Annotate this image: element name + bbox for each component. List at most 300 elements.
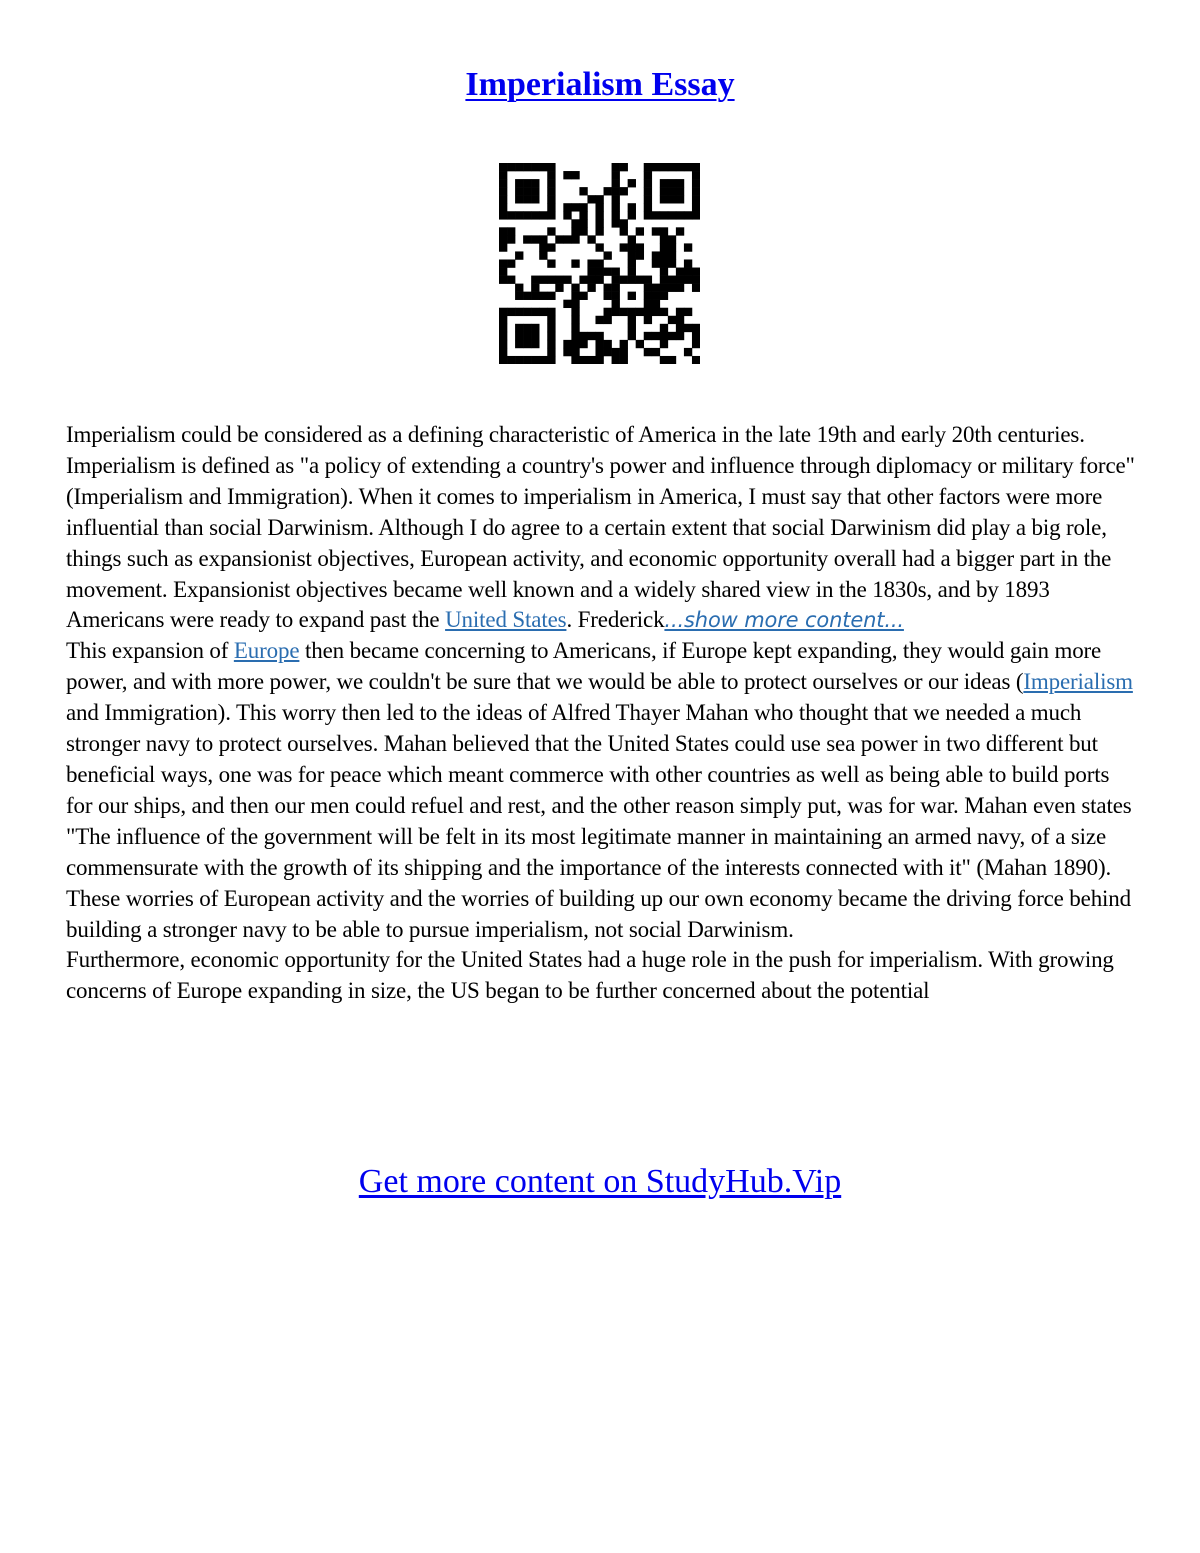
qr-module bbox=[499, 276, 507, 284]
qr-module bbox=[571, 219, 579, 227]
qr-module bbox=[628, 235, 636, 243]
qr-module bbox=[547, 356, 555, 364]
qr-module bbox=[676, 276, 684, 284]
qr-module bbox=[644, 203, 652, 211]
qr-module bbox=[563, 340, 571, 348]
qr-module bbox=[515, 324, 523, 332]
qr-module bbox=[652, 308, 660, 316]
qr-module bbox=[507, 356, 515, 364]
qr-module bbox=[604, 268, 612, 276]
qr-module bbox=[676, 195, 684, 203]
qr-module bbox=[620, 187, 628, 195]
qr-module bbox=[684, 324, 692, 332]
link-imperialism[interactable]: Imperialism bbox=[1023, 669, 1133, 695]
qr-module bbox=[692, 332, 700, 340]
qr-module bbox=[515, 308, 523, 316]
qr-module bbox=[660, 235, 668, 243]
qr-module bbox=[595, 356, 603, 364]
qr-module bbox=[531, 308, 539, 316]
qr-module bbox=[684, 276, 692, 284]
qr-module bbox=[587, 235, 595, 243]
qr-module bbox=[628, 292, 636, 300]
qr-module bbox=[660, 227, 668, 235]
qr-module bbox=[515, 356, 523, 364]
qr-module bbox=[644, 163, 652, 171]
qr-module bbox=[587, 332, 595, 340]
qr-module bbox=[668, 195, 676, 203]
qr-module bbox=[595, 268, 603, 276]
qr-module bbox=[612, 276, 620, 284]
qr-module bbox=[652, 251, 660, 259]
qr-module bbox=[523, 235, 531, 243]
qr-module bbox=[660, 356, 668, 364]
qr-module bbox=[595, 340, 603, 348]
qr-module bbox=[547, 227, 555, 235]
qr-module bbox=[628, 179, 636, 187]
qr-module bbox=[579, 227, 587, 235]
qr-module bbox=[636, 308, 644, 316]
qr-module bbox=[684, 243, 692, 251]
qr-module bbox=[531, 163, 539, 171]
qr-module bbox=[571, 356, 579, 364]
qr-module bbox=[571, 348, 579, 356]
qr-module bbox=[587, 268, 595, 276]
qr-module bbox=[587, 356, 595, 364]
qr-module bbox=[684, 308, 692, 316]
qr-module bbox=[660, 211, 668, 219]
qr-module bbox=[604, 251, 612, 259]
qr-module bbox=[595, 203, 603, 211]
qr-module bbox=[555, 284, 563, 292]
qr-module bbox=[604, 348, 612, 356]
qr-module bbox=[692, 268, 700, 276]
qr-module bbox=[547, 276, 555, 284]
qr-module bbox=[571, 324, 579, 332]
qr-module bbox=[547, 332, 555, 340]
qr-module bbox=[644, 179, 652, 187]
qr-module bbox=[660, 276, 668, 284]
qr-module bbox=[612, 356, 620, 364]
qr-module bbox=[620, 340, 628, 348]
qr-module bbox=[628, 243, 636, 251]
qr-module bbox=[499, 268, 507, 276]
qr-module bbox=[644, 171, 652, 179]
show-more-link[interactable]: ...show more content... bbox=[664, 608, 904, 633]
qr-module bbox=[499, 332, 507, 340]
title-container bbox=[0, 66, 1200, 104]
qr-module bbox=[579, 292, 587, 300]
qr-module bbox=[644, 211, 652, 219]
qr-module bbox=[563, 171, 571, 179]
qr-module bbox=[531, 211, 539, 219]
qr-module bbox=[587, 276, 595, 284]
qr-module bbox=[539, 243, 547, 251]
qr-module bbox=[595, 332, 603, 340]
qr-module bbox=[644, 316, 652, 324]
qr-module bbox=[539, 276, 547, 284]
qr-module bbox=[531, 187, 539, 195]
qr-module bbox=[660, 324, 668, 332]
qr-module bbox=[547, 340, 555, 348]
qr-module bbox=[604, 316, 612, 324]
qr-module bbox=[539, 356, 547, 364]
qr-module bbox=[515, 251, 523, 259]
qr-module bbox=[620, 348, 628, 356]
qr-module bbox=[604, 284, 612, 292]
qr-module bbox=[676, 284, 684, 292]
qr-module bbox=[547, 171, 555, 179]
qr-module bbox=[612, 219, 620, 227]
qr-module bbox=[547, 187, 555, 195]
qr-module bbox=[515, 179, 523, 187]
qr-module bbox=[668, 235, 676, 243]
qr-module bbox=[676, 324, 684, 332]
qr-module bbox=[571, 332, 579, 340]
qr-module bbox=[595, 211, 603, 219]
get-more-content-link[interactable]: Get more content on StudyHub.Vip bbox=[358, 1163, 842, 1200]
qr-module bbox=[644, 308, 652, 316]
qr-module bbox=[531, 235, 539, 243]
qr-module bbox=[612, 195, 620, 203]
qr-module bbox=[571, 300, 579, 308]
qr-module bbox=[555, 276, 563, 284]
qr-module bbox=[660, 268, 668, 276]
qr-module bbox=[660, 195, 668, 203]
paragraph-2-text-c: and Immigration). This worry then led to the ideas of Alfred Thayer Mahan who thought that we needed a much stronger navy to protect ourselves. Mahan believed that the United States could use sea power in two different but beneficial ways, one was for peace which meant commerce with other countries as well as being able to build ports for our ships, and then our men could refuel and rest, and the other reason simply put, was for war. Mahan even states "The influence of the government will be felt in its most legitimate manner in maintaining an armed navy, of a size commensurate with the growth of its shipping and the importance of the interests connected with it" (Mahan 1890). These worries of European activity and the worries of building up our own economy became the driving force behind building a stronger navy to be able to pursue imperialism, not social Darwinism. bbox=[66, 700, 1132, 942]
footer-container bbox=[0, 1163, 1200, 1201]
qr-module bbox=[604, 292, 612, 300]
qr-module bbox=[692, 187, 700, 195]
qr-module bbox=[620, 163, 628, 171]
paragraph-1-text-a: Imperialism could be considered as a defining characteristic of America in the late 19th and early 20th centuries. Imperialism is defined as "a policy of extending a country's power and influence through diplomacy or military force" (Imperialism and Immigration). When it comes to imperialism in America, I must say that other factors were more influential than social Darwinism. Although I do agree to a certain extent that social Darwinism did play a big role, things such as expansionist objectives, European activity, and economic opportunity overall had a bigger part in the movement. Expansionist objectives became well known and a widely shared view in the 1830s, and by 1893 Americans were ready to expand past the bbox=[66, 422, 1135, 633]
qr-module bbox=[620, 219, 628, 227]
qr-module bbox=[595, 316, 603, 324]
qr-module bbox=[587, 284, 595, 292]
qr-module bbox=[547, 179, 555, 187]
qr-module bbox=[628, 203, 636, 211]
qr-module bbox=[652, 163, 660, 171]
qr-module bbox=[636, 276, 644, 284]
qr-module bbox=[660, 163, 668, 171]
qr-module bbox=[499, 227, 507, 235]
qr-module bbox=[692, 203, 700, 211]
qr-module bbox=[692, 179, 700, 187]
qr-module bbox=[652, 211, 660, 219]
qr-module bbox=[660, 251, 668, 259]
qr-module bbox=[555, 235, 563, 243]
qr-module bbox=[684, 268, 692, 276]
qr-module bbox=[612, 171, 620, 179]
qr-module bbox=[604, 187, 612, 195]
qr-module bbox=[692, 284, 700, 292]
paragraph-2-text-b: then became concerning to Americans, if Europe kept expanding, they would gain more power, and with more power, we couldn't be sure that we would be able to protect ourselves or our ideas ( bbox=[66, 638, 1102, 695]
qr-module bbox=[499, 324, 507, 332]
qr-module bbox=[499, 243, 507, 251]
qr-module bbox=[547, 259, 555, 267]
qr-module bbox=[515, 195, 523, 203]
qr-module bbox=[523, 356, 531, 364]
qr-module bbox=[563, 203, 571, 211]
qr-module bbox=[612, 284, 620, 292]
qr-module bbox=[692, 340, 700, 348]
qr-module bbox=[636, 227, 644, 235]
qr-module bbox=[676, 227, 684, 235]
qr-module bbox=[644, 332, 652, 340]
qr-module bbox=[668, 163, 676, 171]
qr-module bbox=[644, 348, 652, 356]
qr-module bbox=[660, 179, 668, 187]
qr-module bbox=[660, 243, 668, 251]
qr-code-graphic bbox=[499, 163, 700, 364]
qr-module bbox=[628, 268, 636, 276]
qr-module bbox=[652, 227, 660, 235]
qr-module bbox=[660, 332, 668, 340]
qr-module bbox=[499, 316, 507, 324]
qr-module bbox=[563, 348, 571, 356]
qr-module bbox=[499, 187, 507, 195]
qr-module bbox=[684, 348, 692, 356]
qr-module bbox=[547, 308, 555, 316]
qr-module bbox=[507, 211, 515, 219]
qr-module bbox=[523, 179, 531, 187]
paragraph-2 bbox=[66, 636, 1141, 945]
qr-module bbox=[595, 243, 603, 251]
qr-module bbox=[547, 324, 555, 332]
qr-module bbox=[579, 219, 587, 227]
qr-module bbox=[692, 276, 700, 284]
qr-module bbox=[571, 340, 579, 348]
page-title-link[interactable]: Imperialism Essay bbox=[465, 66, 735, 103]
qr-module bbox=[660, 187, 668, 195]
qr-module bbox=[507, 308, 515, 316]
qr-module bbox=[644, 300, 652, 308]
qr-module bbox=[523, 187, 531, 195]
qr-module bbox=[571, 259, 579, 267]
qr-module bbox=[628, 251, 636, 259]
qr-module bbox=[499, 163, 507, 171]
qr-module bbox=[644, 292, 652, 300]
qr-module bbox=[692, 356, 700, 364]
paragraph-3-text: Furthermore, economic opportunity for the United States had a huge role in the push for imperialism. With growing concerns of Europe expanding in size, the US began to be further concerned about the potential bbox=[66, 947, 1114, 1004]
qr-module bbox=[547, 163, 555, 171]
qr-module bbox=[668, 316, 676, 324]
qr-module bbox=[531, 332, 539, 340]
qr-module bbox=[660, 259, 668, 267]
qr-module bbox=[595, 227, 603, 235]
qr-module bbox=[523, 308, 531, 316]
qr-module bbox=[571, 227, 579, 235]
qr-module bbox=[547, 203, 555, 211]
essay-body bbox=[66, 420, 1141, 1007]
qr-module bbox=[692, 163, 700, 171]
qr-module bbox=[499, 179, 507, 187]
qr-module bbox=[676, 163, 684, 171]
qr-module bbox=[660, 284, 668, 292]
qr-module bbox=[515, 332, 523, 340]
qr-module bbox=[692, 195, 700, 203]
qr-module bbox=[676, 316, 684, 324]
qr-module bbox=[612, 268, 620, 276]
qr-module bbox=[579, 211, 587, 219]
qr-module bbox=[539, 308, 547, 316]
qr-module bbox=[523, 211, 531, 219]
qr-module bbox=[595, 276, 603, 284]
qr-module bbox=[579, 276, 587, 284]
qr-module bbox=[531, 340, 539, 348]
qr-module bbox=[652, 259, 660, 267]
qr-module bbox=[620, 356, 628, 364]
qr-module bbox=[499, 211, 507, 219]
qr-module bbox=[628, 308, 636, 316]
qr-module bbox=[668, 187, 676, 195]
qr-module bbox=[684, 163, 692, 171]
qr-module bbox=[499, 235, 507, 243]
qr-module bbox=[571, 308, 579, 316]
qr-module bbox=[628, 332, 636, 340]
qr-module bbox=[579, 332, 587, 340]
qr-module bbox=[684, 259, 692, 267]
qr-module bbox=[620, 276, 628, 284]
qr-module bbox=[579, 340, 587, 348]
qr-module bbox=[547, 195, 555, 203]
qr-module bbox=[692, 171, 700, 179]
qr-module bbox=[612, 187, 620, 195]
qr-module bbox=[531, 356, 539, 364]
qr-module bbox=[668, 211, 676, 219]
paragraph-1-text-b: . Frederick bbox=[566, 607, 665, 633]
qr-module bbox=[571, 171, 579, 179]
qr-module bbox=[628, 211, 636, 219]
qr-module bbox=[547, 211, 555, 219]
qr-module bbox=[628, 259, 636, 267]
qr-module bbox=[652, 292, 660, 300]
qr-module bbox=[612, 348, 620, 356]
qr-module bbox=[507, 259, 515, 267]
qr-module bbox=[668, 251, 676, 259]
qr-module bbox=[571, 284, 579, 292]
link-united-states[interactable]: United States bbox=[445, 607, 567, 633]
qr-module bbox=[636, 251, 644, 259]
qr-module bbox=[668, 259, 676, 267]
qr-module bbox=[668, 356, 676, 364]
qr-module bbox=[547, 292, 555, 300]
qr-module bbox=[571, 316, 579, 324]
qr-module bbox=[604, 308, 612, 316]
qr-module bbox=[692, 324, 700, 332]
paragraph-2-text-a: This expansion of bbox=[66, 638, 234, 664]
qr-module bbox=[612, 308, 620, 316]
qr-module bbox=[563, 300, 571, 308]
qr-module bbox=[660, 292, 668, 300]
qr-module bbox=[612, 300, 620, 308]
qr-module bbox=[652, 284, 660, 292]
qr-module bbox=[587, 259, 595, 267]
qr-module bbox=[612, 203, 620, 211]
qr-module bbox=[676, 179, 684, 187]
qr-module bbox=[636, 243, 644, 251]
qr-module bbox=[571, 235, 579, 243]
qr-module bbox=[612, 211, 620, 219]
qr-module bbox=[676, 187, 684, 195]
qr-module bbox=[644, 276, 652, 284]
qr-module bbox=[676, 332, 684, 340]
qr-module bbox=[507, 163, 515, 171]
qr-module bbox=[523, 163, 531, 171]
qr-module bbox=[595, 219, 603, 227]
qr-module bbox=[531, 276, 539, 284]
qr-module bbox=[499, 259, 507, 267]
qr-module bbox=[595, 348, 603, 356]
qr-module bbox=[499, 203, 507, 211]
qr-module bbox=[668, 276, 676, 284]
qr-module bbox=[563, 276, 571, 284]
qr-module bbox=[620, 243, 628, 251]
qr-module bbox=[539, 163, 547, 171]
qr-module bbox=[620, 227, 628, 235]
qr-module bbox=[668, 243, 676, 251]
qr-module bbox=[547, 316, 555, 324]
qr-module bbox=[644, 195, 652, 203]
qr-module bbox=[579, 356, 587, 364]
qr-module bbox=[523, 292, 531, 300]
qr-module bbox=[676, 268, 684, 276]
qr-module bbox=[515, 284, 523, 292]
qr-module bbox=[652, 348, 660, 356]
qr-module bbox=[692, 211, 700, 219]
qr-module bbox=[620, 308, 628, 316]
qr-module bbox=[668, 179, 676, 187]
paragraph-3 bbox=[66, 945, 1141, 1007]
qr-module bbox=[604, 340, 612, 348]
qr-module bbox=[571, 203, 579, 211]
qr-module bbox=[499, 340, 507, 348]
qr-module bbox=[579, 187, 587, 195]
qr-module bbox=[499, 308, 507, 316]
qr-module bbox=[515, 211, 523, 219]
qr-module bbox=[523, 195, 531, 203]
qr-module bbox=[595, 195, 603, 203]
qr-module bbox=[515, 292, 523, 300]
qr-module bbox=[563, 235, 571, 243]
qr-module bbox=[595, 259, 603, 267]
qr-module bbox=[636, 340, 644, 348]
qr-module bbox=[539, 251, 547, 259]
qr-module bbox=[660, 340, 668, 348]
qr-module bbox=[515, 187, 523, 195]
qr-module bbox=[668, 284, 676, 292]
qr-module bbox=[684, 211, 692, 219]
link-europe[interactable]: Europe bbox=[233, 638, 300, 664]
qr-module bbox=[515, 163, 523, 171]
qr-module bbox=[628, 276, 636, 284]
qr-module bbox=[547, 348, 555, 356]
paragraph-1 bbox=[66, 420, 1141, 636]
qr-module bbox=[539, 211, 547, 219]
qr-module bbox=[652, 332, 660, 340]
qr-module bbox=[612, 292, 620, 300]
qr-module bbox=[523, 340, 531, 348]
qr-module bbox=[660, 308, 668, 316]
qr-module bbox=[612, 163, 620, 171]
qr-module bbox=[644, 187, 652, 195]
qr-module bbox=[499, 356, 507, 364]
qr-module bbox=[587, 195, 595, 203]
qr-module bbox=[644, 284, 652, 292]
qr-module bbox=[563, 211, 571, 219]
qr-module bbox=[531, 195, 539, 203]
qr-module bbox=[499, 195, 507, 203]
qr-module bbox=[628, 316, 636, 324]
